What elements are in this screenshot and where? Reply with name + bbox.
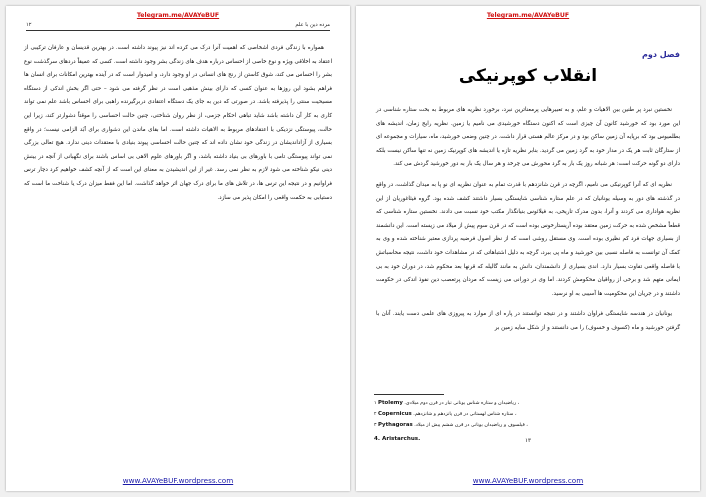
right-body-text: [376, 104, 680, 343]
footnote: 4. Aristarchus.: [374, 435, 421, 442]
page-number: ۱۳: [524, 438, 531, 444]
left-body-text: [24, 42, 332, 212]
paragraph: یونانیان در هندسه شایستگی فراوان داشتند و در نتیجه توانستند در پاره ای از موارد به پیروزی های علمی دست یابند. آنان با گرفتن خورشید و ماه (کسوف و خسوف) را می دانستند و از شکل سایه زمین بر: [376, 311, 680, 331]
footnote-latin: Copernicus: [378, 411, 412, 418]
right-page: [356, 6, 700, 491]
left-page: [6, 6, 350, 491]
footnote: ۱ Ptolemy ، ریاضیدان و ستاره شناس یونانی تبار در قرن دوم میلادی.: [374, 400, 520, 406]
chapter-label: فصل دوم: [642, 50, 680, 59]
footnote-separator: [374, 394, 444, 395]
footnote-text: ، ستاره شناس لهستانی در قرن پانزدهم و شانزدهم.: [413, 412, 517, 418]
running-header: [26, 22, 330, 31]
footnotes: [374, 398, 680, 444]
paragraph: نخستین نبرد پر طنین بین الاهیات و علم، و به تعبیرهایی پرمعناترین نبرد، برخورد نظریه های مربوط به بخت ستاره شناسی در این مورد بود که خورشید کانون آن چیزی است که اکنون دستگاه خورشیدی می نامیم یا زمین. نظریه رایج زمان، اندیشه های بطلمیوس بود که برپایه آن زمین ساکن بود و در مرکز عالم هستی قرار داشت. در چنین وضعی خورشید، ماه، سیارات و مجموعه ای از ستارگان ثابت هر یک در مدار خود به گرد زمین می گردید. بنابر نظریه تازه یا اندیشه های کوپرنیک زمین نه تنها ساکن نیست بلکه دارای دو گونه حرکت است: هر شبانه روز یک بار به گرد محورش می چرخد و هر سال یک بار به دور خورشید گردش می کند.: [376, 107, 680, 168]
header-title: مرده دین با علم: [295, 22, 330, 28]
wordpress-link[interactable]: www.AVAYeBUF.wordpress.com: [472, 476, 584, 485]
paragraph: نظریه ای که آنرا کوپرنیکی می نامیم، اگرچه در قرن شانزدهم با قدرت تمام به عنوان نظریه ای نو پا به میدان گذاشت، در واقع در گذشته های دور به وسیله یونانیان که در علم ستاره شناسی شایستگی بسیار داشتند کشف شده بود. گروه فیثاغوریان از این نظریه هواداری می کردند و آنرا، بدون مدرک تاریخی، به فیلائوس بنیانگذار مکتب خود نسبت می دادند. نخستین ستاره شناسی که قطعاً مشخص شده به حرکت زمین معتقد بوده آریستارخوس بوده است که در قرن سوم پیش از میلاد می زیسته است. این دانشمند از بسیاری جهات فرد کم نظیری بوده است. وی مستقل روشی است که از نظر اصول فرضیه پردازی معتبر شناخته شده و وی به کمک آن توانست به فاصله نسبی بین خورشید و ماه پی ببرد، گرچه به دلیل اشتباهاتی که در مشاهدات خود داشت، نتیجه محاسباتش با فاصله واقعی تفاوت بسیار دارد. اندی بسیاری از دانشمندان، دانش به مانند گالیله که قرنها بعد محکوم شد، در دوران خود به بی ایمانی متهم شد و برخی از رواقیان محکومش کردند. اما وی در دورانی می زیست که مردان پرتعصب دین نفوذ اندکی در حکومت داشتند و در جریان این محکومیت ها آسیبی به او نرسید.: [376, 181, 680, 297]
chapter-title: انقلاب کوپرنیکی: [458, 66, 598, 86]
header-page-number: ۱۲: [26, 22, 32, 28]
footnote-latin: Ptolemy: [378, 400, 403, 406]
wordpress-link[interactable]: www.AVAYeBUF.wordpress.com: [122, 476, 234, 485]
footnote-latin: Aristarchus.: [381, 435, 421, 442]
telegram-link[interactable]: Telegram.me/AVAYeBUF: [136, 12, 220, 19]
footnote-text: ، ریاضیدان و ستاره شناس یونانی تبار در قرن دوم میلادی.: [404, 401, 520, 406]
footnote-text: ، فیلسوف و ریاضیدان یونانی در قرن ششم پیش از میلاد.: [414, 423, 528, 429]
telegram-link[interactable]: Telegram.me/AVAYeBUF: [486, 12, 570, 19]
paragraph: همواره با زندگی فردی اشخاصی که اهمیت آنرا درک می کرده اند نیز پیوند داشته است. در بهترین قدیسان و عارفان ترکیبی از اعتقاد به اخلاقی ویژه و نوع خاصی از احساس درباره هدف های زندگی بشر وجود داشته است. کسی که عمیقاً دردهای سرگذشت نوع بشر را احساس می کند، شوق کاستن از رنج های انسانی در او وجود دارد، و امیدوار است که در آینده بهترین امکانات برای انسان ها فراهم بشود این روزها به عنوان کسی که دارای بینش مذهبی است در نظر گرفته می شود – حتی اگر بخش اندکی از دستگاه مسیحیت سنتی را پذیرفته باشد. در صورتی که دین به جای یک دستگاه اعتقادی دربرگیرنده راهبی برای احساس باشد علم نمی تواند کاری به کار آن داشته باشد شاید تباهی احکام جزمی، از نظر روان شناختی، چنین حالت احساسی را موقتاً دشوارتر کند، زیرا این حالت، پیوستگی نزدیکی با اعتقادهای مربوط به الاهیات داشته است. اما بقای ماندن این دشواری برای اَبَد الزامی نیست؛ در واقع بسیاری از آزاداندیشان در زندگی خود نشان داده اند که چنین حالت احساسی پیوند بنیادی با معتقدات دینی ندارد. هیچ تعالی بزرگی نمی تواند پیوستگی تامی با باورهای بی بنیاد داشته باشد، و اگر باورهای علوم الاهی بی اساس باشند برای نگهبانی از آنچه در بینش دینی نیکو شناخته می شود لازم به نظر نمی رسد. غیر از این اندیشیدن به معنای این است که از آنچه کشف خواهیم کرد دچار ترس فراوانیم و در نتیجه این ترس ها، در تلاش های ما برای درک جهان اثر خواهد گذاشت. اما این فقط میزان درک یا شناخت ما است که دستیابی به حکمت واقعی را امکان پذیر می سازد.: [24, 45, 332, 201]
footnote: ۳ Pythagoras ، فیلسوف و ریاضیدان یونانی در قرن ششم پیش از میلاد.: [374, 422, 528, 429]
footnote-latin: Pythagoras: [378, 422, 413, 429]
footnote: ۲ Copernicus ، ستاره شناس لهستانی در قرن پانزدهم و شانزدهم.: [374, 411, 517, 418]
